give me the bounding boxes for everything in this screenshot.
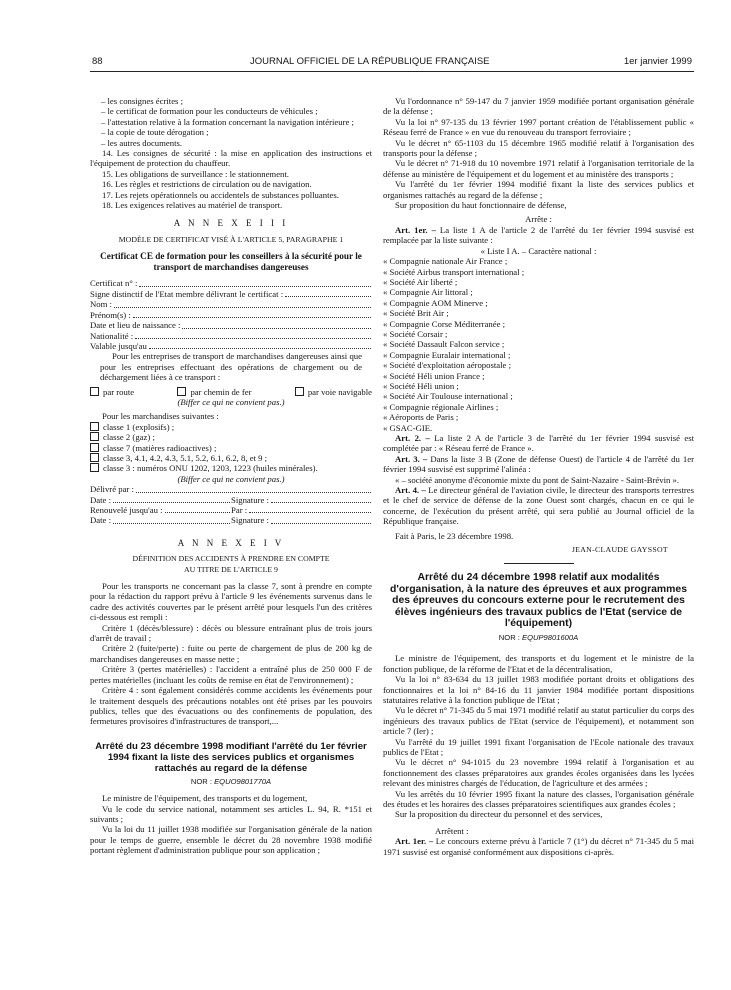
arrete-paragraph: Le ministre de l'équipement, des transports et du logement et le ministre de la fonction publique, de la réforme de l'Etat et de la décentralisation, bbox=[383, 653, 694, 674]
form-field: Renouvelé jusqu'au : bbox=[90, 505, 231, 515]
page-number: 88 bbox=[92, 56, 103, 67]
checkbox[interactable] bbox=[90, 422, 99, 431]
left-column bbox=[90, 96, 372, 856]
form-field: Date : bbox=[90, 515, 231, 525]
right-column bbox=[383, 96, 694, 857]
arrete-title: Arrêté du 24 décembre 1998 relatif aux modalités d'organisation, à la nature des épreuves et aux programmes des épreuves du concours externe pour le recrutement des élèves ingénieurs des travaux publics de l'Etat (service de l'équipement) bbox=[390, 572, 687, 630]
list-item: – le certificat de formation pour les conducteurs de véhicules ; bbox=[101, 106, 318, 117]
visa-paragraph: Vu le décret n° 65-1103 du 15 décembre 1965 modifié relatif à l'organisation des transports pour la défense ; bbox=[383, 137, 694, 159]
article-1: Art. 1er. – La liste 1 A de l'article 2 de l'arrêté du 1er février 1994 susvisé est remplacée par la liste suivante : bbox=[383, 224, 695, 246]
checkbox[interactable] bbox=[90, 432, 99, 441]
list-item: – l'attestation relative à la formation concernant la navigation intérieure ; bbox=[101, 116, 354, 127]
checkbox[interactable] bbox=[90, 453, 99, 462]
annexe-iv-paragraph: Critère 2 (fuite/perte) : fuite ou perte de chargement de plus de 200 kg de marchandises dangereuses en masse nette ; bbox=[90, 643, 372, 664]
arrete-paragraph: Vu l'arrêté du 19 juillet 1991 fixant l'organisation de l'Ecole nationale des travaux publics de l'Etat ; bbox=[383, 736, 694, 758]
article-1: Art. 1er. – Le concours externe prévu à l'article 7 (1°) du décret n° 71-345 du 5 mai 1971 susvisé est organisé conformément aux dispositions ci-après. bbox=[383, 836, 695, 857]
checkbox[interactable] bbox=[295, 387, 304, 396]
fait-a: Fait à Paris, le 23 décembre 1998. bbox=[395, 530, 514, 541]
list-item: « Société Air Toulouse international ; bbox=[383, 391, 513, 402]
form-field: Valable jusqu'au bbox=[90, 341, 372, 351]
mode-label: par chemin de fer bbox=[190, 386, 252, 397]
checkbox[interactable] bbox=[90, 463, 99, 472]
annexe-iv-caption: AU TITRE DE L'ARTICLE 9 bbox=[184, 564, 278, 574]
annexe-iv-title: A N N E X E I V bbox=[177, 537, 285, 548]
list-item: « Société Corsair ; bbox=[383, 328, 448, 339]
arrete-paragraph: Vu la loi n° 83-634 du 13 juillet 1983 modifiée portant droits et obligations des fonctionnaires et la loi n° 84-16 du 11 janvier 1984 modifiée portant dispositions statutaires relative à la fonction publique de l'Etat ; bbox=[383, 674, 694, 705]
arrete-paragraph: Vu le décret n° 71-345 du 5 mai 1971 modifié relatif au statut particulier du corps des ingénieurs des travaux publics de l'Etat (service de l'équipement), et notamment son article 7 (Ier) ; bbox=[383, 705, 694, 737]
arretent-label: Arrêtent : bbox=[435, 825, 469, 836]
annexe-iv-caption: DÉFINITION DES ACCIDENTS À PRENDRE EN COMPTE bbox=[132, 554, 330, 564]
numbered-item: 18. Les exigences relatives au matériel de transport. bbox=[102, 200, 283, 211]
list-item: « Compagnie nationale Air France ; bbox=[383, 256, 508, 267]
annexe-iii-title: A N N E X E I I I bbox=[173, 218, 289, 229]
arrete-paragraph: Vu le décret n° 94-1015 du 23 novembre 1994 relatif à l'organisation et au fonctionnement des classes préparatoires aux grandes écoles organisées dans les lycées relevant des ministres chargés de l'éducation, de l'agriculture et des armées ; bbox=[383, 757, 694, 789]
enterprise-intro: Pour les entreprises de transport de marchandises dangereuses ainsi que pour les entreprises effectuant des opérations de chargement ou de déchargement liées à ce transport : bbox=[100, 351, 362, 383]
form-field: Par : bbox=[231, 505, 372, 515]
visa-paragraph: Sur proposition du haut fonctionnaire de défense, bbox=[395, 200, 567, 211]
list-item: « Compagnie régionale Airlines ; bbox=[383, 401, 499, 412]
biffer-note: (Biffer ce qui ne convient pas.) bbox=[177, 473, 285, 484]
nor-reference: NOR : EQUO9801770A bbox=[190, 776, 272, 786]
numbered-item: 15. Les obligations de surveillance : le stationnement. bbox=[102, 168, 289, 179]
annexe-iv-paragraph: Pour les transports ne concernant pas la classe 7, sont à prendre en compte pour la rédaction du rapport prévu à l'article 9 les événements survenus dans le cadre des activités couvertes par le présent arrêté pour lesquels l'un des critères ci-dessous est rempli : bbox=[90, 581, 372, 623]
form-field: Date et lieu de naissance : bbox=[90, 320, 372, 330]
arrete-paragraph: Vu la loi du 11 juillet 1938 modifiée sur l'organisation générale de la nation pour le temps de guerre, ensemble le décret du 28 novembre 1938 modifié portant règlement d'administration publique pour son application ; bbox=[90, 824, 372, 856]
list-item: « Aéroports de Paris ; bbox=[383, 412, 459, 423]
numbered-item: 17. Les rejets opérationnels ou accidentels de substances polluantes. bbox=[102, 189, 339, 200]
list-item: « Société Brit Air ; bbox=[383, 308, 449, 319]
visa-paragraph: Vu l'arrêté du 1er février 1994 modifié fixant la liste des services publics et organismes rattachés au regard de la défense ; bbox=[383, 179, 694, 200]
article-2: Art. 2. – La liste 2 A de l'article 3 de l'arrêté du 1er février 1994 susvisé est complétée par : « Réseau ferré de France ». bbox=[383, 433, 695, 454]
form-field: Nom : bbox=[90, 299, 372, 309]
form-field: Délivré par : bbox=[90, 484, 372, 494]
list-item: « Société d'exploitation aéropostale ; bbox=[383, 360, 511, 371]
arrete-title: Arrêté du 23 décembre 1998 modifiant l'arrêté du 1er février 1994 fixant la liste des services publics et organismes rattachés au regard de la défense bbox=[95, 740, 367, 774]
class-list bbox=[90, 422, 372, 474]
mode-label: par route bbox=[103, 386, 135, 397]
list-item: « GSAC-GIE. bbox=[383, 422, 433, 433]
list-item: – les autres documents. bbox=[101, 137, 183, 148]
checkbox[interactable] bbox=[90, 443, 99, 452]
document-list bbox=[90, 96, 372, 148]
list-item: « Société Airbus transport international ; bbox=[383, 266, 525, 277]
arrete-label: Arrête : bbox=[525, 214, 552, 225]
header-rule bbox=[90, 71, 694, 72]
list-item: « Société Air liberté ; bbox=[383, 276, 458, 287]
journal-title: JOURNAL OFFICIEL DE LA RÉPUBLIQUE FRANÇAISE bbox=[250, 56, 490, 67]
list-item: « Compagnie Euralair international ; bbox=[383, 349, 511, 360]
list-item: « Compagnie Air littoral ; bbox=[383, 287, 473, 298]
nor-reference: NOR : EQUP9801600A bbox=[498, 632, 579, 642]
annexe-iv-paragraph: Critère 4 : sont également considérés comme accidents les événements pour le traitement desquels des précautions notables ont été prises par les pouvoirs publics, telles que des évacuations ou des confinements de population, des fermetures provisoires d'infrastructures de transport,... bbox=[90, 685, 372, 727]
list-item: – les consignes écrites ; bbox=[101, 96, 184, 106]
class-label: classe 2 (gaz) ; bbox=[103, 432, 155, 443]
list-item: « Compagnie AOM Minerve ; bbox=[383, 297, 488, 308]
mode-label: par voie navigable bbox=[307, 386, 372, 397]
visa-paragraph: Vu la loi n° 97-135 du 13 février 1997 portant création de l'établissement public « Réseau ferré de France » en vue du renouveau du transport ferroviaire ; bbox=[383, 116, 694, 138]
section-divider bbox=[504, 563, 574, 564]
list-item: « Compagnie Corse Méditerranée ; bbox=[383, 318, 506, 329]
signatory: JEAN-CLAUDE GAYSSOT bbox=[571, 545, 668, 555]
certificate-heading: Certificat CE de formation pour les conseillers à la sécurité pour le transport de marchandises dangereuses bbox=[100, 251, 362, 272]
class-label: classe 1 (explosifs) ; bbox=[103, 421, 175, 432]
annexe-iii-caption: MODÈLE DE CERTIFICAT VISÉ À L'ARTICLE 5, PARAGRAPHE 1 bbox=[118, 234, 344, 244]
biffer-note: (Biffer ce qui ne convient pas.) bbox=[177, 396, 285, 407]
form-field: Signe distinctif de l'Etat membre délivrant le certificat : bbox=[90, 289, 372, 299]
form-field: Signature : bbox=[231, 515, 372, 525]
list-item: « Société Héli union France ; bbox=[383, 370, 485, 381]
class-label: classe 7 (matières radioactives) ; bbox=[103, 442, 217, 453]
form-field: Signature : bbox=[231, 495, 372, 505]
form-field: Prénom(s) : bbox=[90, 310, 372, 320]
arrete-paragraph: Vu le code du service national, notamment ses articles L. 94, R. *151 et suivants ; bbox=[90, 803, 372, 824]
checkbox[interactable] bbox=[177, 387, 186, 396]
arrete-paragraph: Sur la proposition du directeur du personnel et des services, bbox=[395, 809, 603, 820]
transport-modes bbox=[90, 387, 372, 397]
goods-intro: Pour les marchandises suivantes : bbox=[102, 411, 219, 422]
liste-title: « Liste I A. – Caractère national : bbox=[480, 245, 597, 256]
form-field: Nationalité : bbox=[90, 331, 372, 341]
company-list bbox=[383, 256, 694, 433]
checkbox[interactable] bbox=[90, 387, 99, 396]
list-item: – la copie de toute dérogation ; bbox=[101, 127, 209, 138]
arrete-paragraph: Le ministre de l'équipement, des transports et du logement, bbox=[102, 793, 308, 804]
annexe-iv-paragraph: Critère 1 (décès/blessure) : décès ou blessure entraînant plus de trois jours d'arrêt de travail ; bbox=[90, 622, 372, 644]
arrete-paragraph: Vu les arrêtés du 10 février 1995 fixant la nature des classes, l'organisation générale des études et les horaires des classes préparatoires scientifiques aux grandes écoles ; bbox=[383, 788, 694, 810]
list-item: « Société Dassault Falcon service ; bbox=[383, 339, 505, 350]
visa-paragraph: Vu l'ordonnance n° 59-147 du 7 janvier 1959 modifiée portant organisation générale de la défense ; bbox=[383, 96, 694, 117]
visa-paragraph: Vu le décret n° 71-918 du 10 novembre 1971 relatif à l'organisation territoriale de la défense au ministère de l'équipement et du logement et au ministère des transports ; bbox=[383, 158, 694, 179]
article-4: Art. 4. – Le directeur général de l'aviation civile, le directeur des transports terrestres et le chef de service de défense de la zone Ouest sont chargés, chacun en ce qui le concerne, de l'exécution du présent arrêté, qui sera publié au Journal officiel de la République française. bbox=[383, 485, 695, 527]
list-item: « Société Héli union ; bbox=[383, 380, 459, 391]
article-3: Art. 3. – Dans la liste 3 B (Zone de défense Ouest) de l'article 4 de l'arrêté du 1er février 1994 susvisé est supprimé l'alinéa : bbox=[383, 453, 694, 475]
issue-date: 1er janvier 1999 bbox=[623, 56, 692, 67]
class-label: classe 3 : numéros ONU 1202, 1203, 1223 (huiles minérales). bbox=[103, 463, 318, 474]
page-header bbox=[92, 56, 692, 70]
article-3-quote: « – société anonyme d'économie mixte du pont de Saint-Nazaire - Saint-Brévin ». bbox=[395, 474, 680, 485]
numbered-item: 16. Les règles et restrictions de circulation ou de navigation. bbox=[102, 179, 312, 190]
numbered-item: 14. Les consignes de sécurité : la mise en application des instructions et l'équipement de protection du chauffeur. bbox=[90, 148, 372, 169]
annexe-iv-paragraph: Critère 3 (pertes matérielles) : l'accident a entraîné plus de 250 000 F de pertes matérielles (incluant les coûts de remise en état de l'environnement) ; bbox=[90, 664, 372, 685]
class-label: classe 3, 4.1, 4.2, 4.3, 5.1, 5.2, 6.1, 6.2, 8, et 9 ; bbox=[103, 452, 268, 463]
form-field: Certificat n° : bbox=[90, 278, 372, 288]
form-field: Date : bbox=[90, 495, 231, 505]
